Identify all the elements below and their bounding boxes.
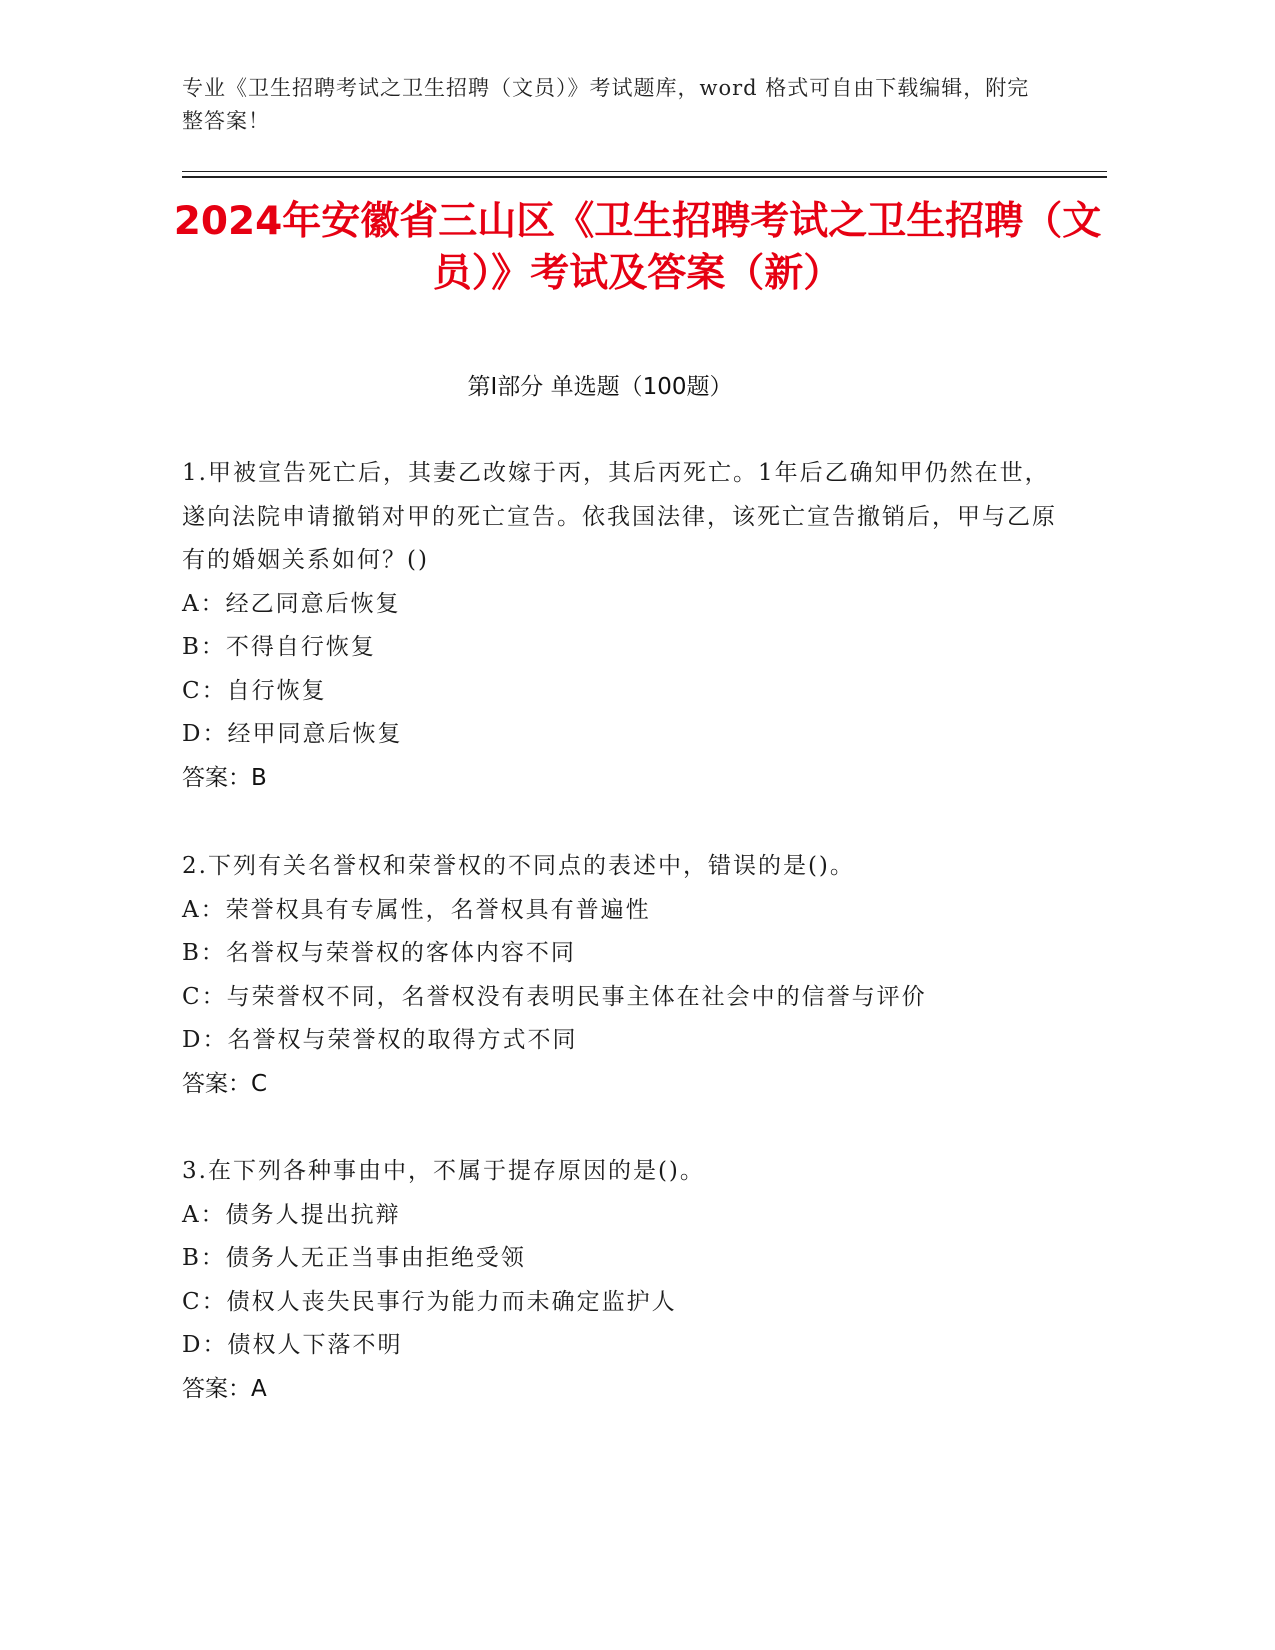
header-note: 专业《卫生招聘考试之卫生招聘（文员）》考试题库，word 格式可自由下载编辑，附完整答案！ (182, 76, 1030, 133)
option-b: B：名誉权与荣誉权的客体内容不同 (182, 940, 576, 966)
option-b: B：不得自行恢复 (182, 634, 376, 660)
document-title: 2024年安徽省三山区《卫生招聘考试之卫生招聘（文员）》考试及答案（新） (173, 199, 1102, 296)
option-d: D：名誉权与荣誉权的取得方式不同 (182, 1027, 578, 1053)
question-1 (182, 452, 1062, 800)
option-a: A：债务人提出抗辩 (182, 1201, 401, 1228)
answer-label: 答案：C (182, 1070, 268, 1097)
question-stem: 3.在下列各种事由中，不属于提存原因的是()。 (182, 1158, 705, 1184)
header-divider-thin (182, 171, 1107, 172)
option-d: D：债权人下落不明 (182, 1332, 403, 1358)
option-c: C：债权人丧失民事行为能力而未确定监护人 (182, 1288, 677, 1315)
option-a: A：荣誉权具有专属性，名誉权具有普遍性 (182, 896, 651, 923)
question-3 (182, 1150, 1062, 1411)
option-a: A：经乙同意后恢复 (182, 590, 401, 617)
question-2 (182, 845, 1062, 1106)
section-title: 第Ⅰ部分 单选题（100题） (467, 374, 733, 400)
option-c: C：自行恢复 (182, 677, 327, 704)
answer-label: 答案：A (182, 1375, 267, 1402)
option-b: B：债务人无正当事由拒绝受领 (182, 1245, 526, 1271)
header-divider-thick (182, 176, 1107, 178)
question-stem: 1.甲被宣告死亡后，其妻乙改嫁于丙，其后丙死亡。1年后乙确知甲仍然在世，遂向法院申请撤销对甲的死亡宣告。依我国法律，该死亡宣告撤销后，甲与乙原有的婚姻关系如何？() (182, 460, 1057, 573)
answer-label: 答案：B (182, 764, 267, 791)
option-c: C：与荣誉权不同，名誉权没有表明民事主体在社会中的信誉与评价 (182, 983, 927, 1010)
question-stem: 2.下列有关名誉权和荣誉权的不同点的表述中，错误的是()。 (182, 853, 855, 879)
option-d: D：经甲同意后恢复 (182, 721, 403, 747)
